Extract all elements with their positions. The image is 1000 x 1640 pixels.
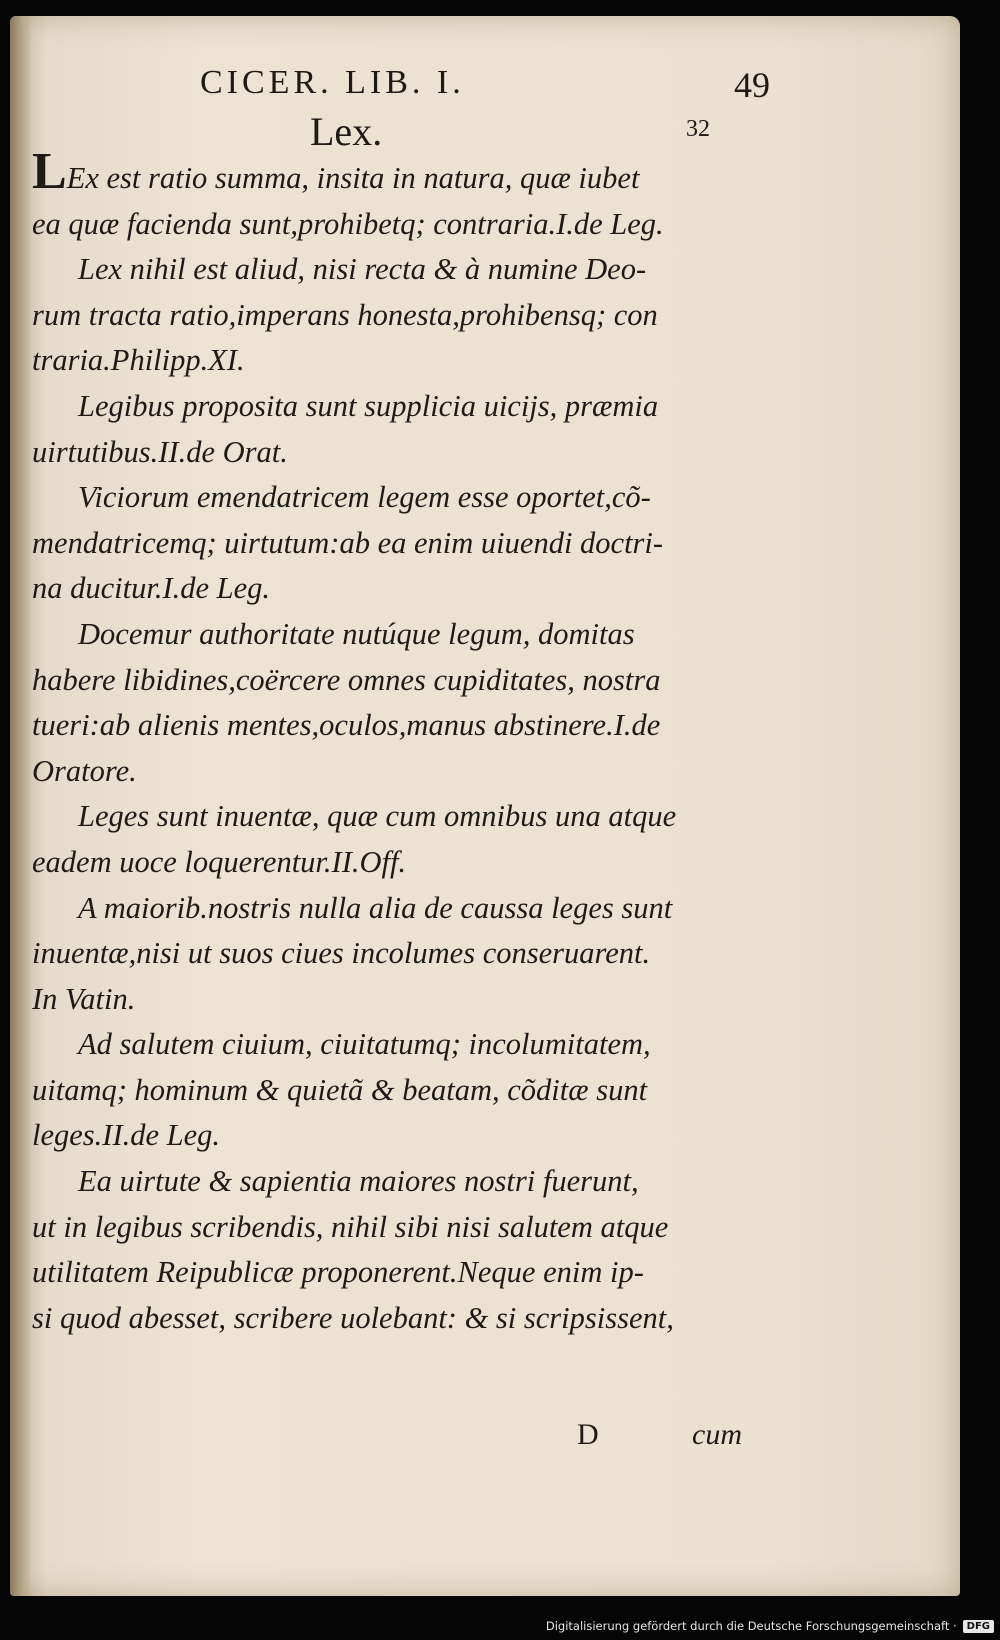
text-line: Oratore. xyxy=(32,753,137,788)
paragraph xyxy=(32,1159,752,1341)
text-line: tueri:ab alienis mentes,oculos,manus abstinere.I.de xyxy=(32,708,661,743)
text-line: Viciorum emendatricem legem esse oportet,cõ- xyxy=(78,480,651,515)
paragraph xyxy=(32,612,752,794)
text-line: na ducitur.I.de Leg. xyxy=(32,571,271,606)
text-line: ea quæ facienda sunt,prohibetq; contraria.I.de Leg. xyxy=(32,206,664,241)
text-line: mendatricemq; uirtutum:ab ea enim uiuendi doctri- xyxy=(32,525,664,560)
paragraph xyxy=(32,886,752,1023)
signature-mark: D xyxy=(577,1418,599,1451)
text-line: si quod abesset, scribere uolebant: & si scripsissent, xyxy=(32,1300,674,1335)
page-gutter xyxy=(10,16,32,1596)
running-title: CICER. LIB. I. xyxy=(200,64,465,101)
text-line: leges.II.de Leg. xyxy=(32,1118,221,1153)
text-line: eadem uoce loquerentur.II.Off. xyxy=(32,844,407,879)
text-line: traria.Philipp.XI. xyxy=(32,343,245,378)
paragraph xyxy=(32,384,752,475)
paragraph xyxy=(32,247,752,384)
catchword: cum xyxy=(692,1418,742,1451)
text-line: uirtutibus.II.de Orat. xyxy=(32,434,288,469)
section-title: Lex. xyxy=(310,109,383,154)
text-line: Docemur authoritate nutúque legum, domitas xyxy=(78,616,635,651)
text-line: rum tracta ratio,imperans honesta,prohibensq; con xyxy=(32,297,658,332)
text-line: In Vatin. xyxy=(32,981,136,1016)
credit-text: Digitalisierung gefördert durch die Deutsche Forschungsgemeinschaft · xyxy=(545,1619,957,1633)
text-line: habere libidines,coërcere omnes cupiditates, nostra xyxy=(32,662,661,697)
text-line: Legibus proposita sunt supplicia uicijs, præmia xyxy=(78,388,659,423)
text-line: inuentæ,nisi ut suos ciues incolumes conseruarent. xyxy=(32,936,651,971)
paragraph xyxy=(32,475,752,612)
page-footer xyxy=(32,1418,752,1468)
paragraph xyxy=(32,794,752,885)
page-number: 49 xyxy=(734,65,770,105)
text-line: utilitatem Reipublicæ proponerent.Neque enim ip- xyxy=(32,1255,644,1290)
dfg-logo: DFG xyxy=(963,1620,994,1633)
book-page xyxy=(10,16,960,1596)
text-line: Ad salutem ciuium, ciuitatumq; incolumitatem, xyxy=(78,1027,651,1062)
text-line: uitamq; hominum & quietã & beatam, cõditæ sunt xyxy=(32,1072,648,1107)
running-header xyxy=(190,60,770,110)
marginal-number: 32 xyxy=(686,116,710,142)
body-text xyxy=(32,143,752,1341)
text-line: A maiorib.nostris nulla alia de caussa leges sunt xyxy=(78,890,673,925)
text-line: Lex nihil est aliud, nisi recta & à numine Deo- xyxy=(78,252,647,287)
text-line: Ea uirtute & sapientia maiores nostri fuerunt, xyxy=(78,1164,639,1199)
paragraph xyxy=(32,1022,752,1159)
drop-cap: L xyxy=(32,143,67,200)
paragraph xyxy=(32,143,752,247)
text-line: LEx est ratio summa, insita in natura, quæ iubet xyxy=(32,143,640,200)
text-line: ut in legibus scribendis, nihil sibi nisi salutem atque xyxy=(32,1209,669,1244)
text-line: Leges sunt inuentæ, quæ cum omnibus una atque xyxy=(78,799,677,834)
digitization-credit xyxy=(546,1616,994,1636)
